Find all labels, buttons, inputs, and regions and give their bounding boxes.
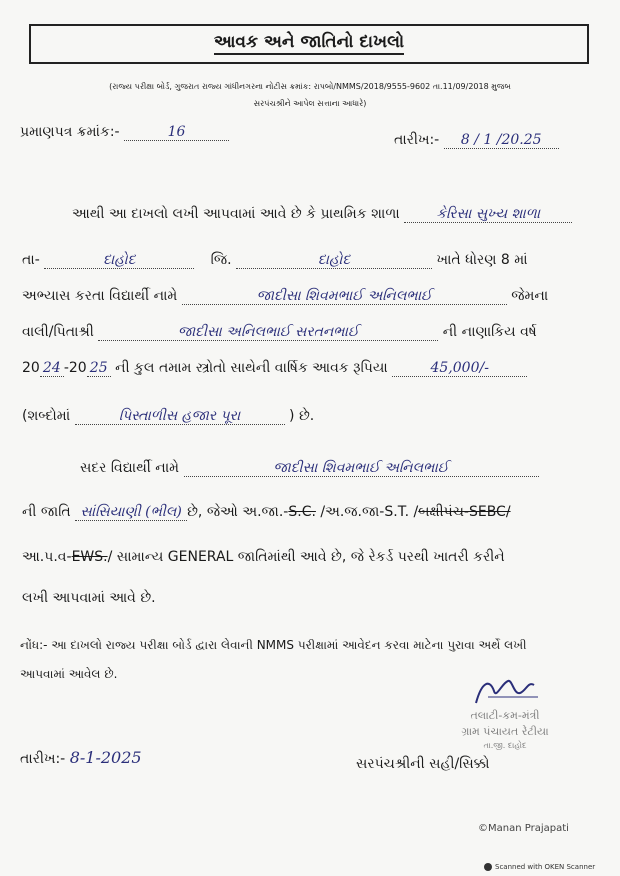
- parent-label: વાલી/પિતાશ્રી: [22, 324, 94, 340]
- title-box: [29, 24, 589, 64]
- words-row: [22, 408, 314, 425]
- standard-text: ખાતે ધોરણ 8 માં: [436, 252, 528, 268]
- scanner-icon: [484, 863, 492, 871]
- notice-line-2: સરપંચશ્રીને આપેલ સત્તાના આધારે): [253, 99, 367, 108]
- stamp-line-1: તલાટી-કમ-મંત્રી: [470, 709, 540, 722]
- student-name: જાદીસા શિવમભાઈ અનિલભાઈ: [182, 288, 507, 305]
- intro-text: આથી આ દાખલો લખી આપવામાં આવે છે કે પ્રાથમિક શાળા: [72, 206, 400, 222]
- certificate-no-value: 16: [124, 124, 229, 141]
- taluka-value: દાહોદ: [44, 252, 194, 269]
- sadar-value: જાદીસા શિવમભાઈ અનિલભાઈ: [184, 460, 539, 477]
- general-option: / સામાન્ય GENERAL: [107, 549, 234, 565]
- signature-mark: [468, 675, 548, 709]
- parent-name: જાદીસા અનિલભાઈ સરતનભાઈ: [98, 324, 438, 341]
- sc-option: S.C.: [288, 504, 316, 520]
- caste-text: છે, જેઓ અ.જા.-: [187, 504, 289, 520]
- bottom-date-label: તારીખ:-: [20, 751, 66, 767]
- school-name: કેરિસા સુખ્ય શાળા: [404, 206, 572, 223]
- parent-row: [22, 324, 537, 341]
- sadar-label: સદર વિદ્યાર્થી નામે: [80, 460, 180, 476]
- year-to: 25: [87, 360, 111, 377]
- taluka-label: તા-: [22, 252, 40, 268]
- year-sep: -20: [63, 360, 87, 376]
- stamp-line-2: ગ્રામ પંચાયત રેટીયા: [461, 725, 549, 738]
- date-row: [394, 132, 559, 149]
- caste-row: [22, 504, 511, 521]
- words-label: (શબ્દોમાં: [22, 408, 71, 424]
- words-value: પિસ્તાળીસ હજાર પૂરા: [75, 408, 285, 425]
- student-row: [22, 288, 548, 305]
- closing-text: લખી આપવામાં આવે છે.: [22, 590, 156, 606]
- scanned-badge: [484, 863, 595, 871]
- page-title: આવક અને જાતિનો દાખલો: [214, 33, 404, 55]
- date-value: 8 / 1 /20.25: [444, 132, 559, 149]
- brand-credit: ©Manan Prajapati: [478, 823, 569, 834]
- scanned-text: Scanned with OKEN Scanner: [495, 863, 596, 871]
- notice-line-1: (રાજ્ય પરીક્ષા બોર્ડ, ગુજરાત રાજ્ય ગાંધીનગરના નોટીસ ક્રમાંક: રાપબો/NMMS/2018/9555-9602 તા.11/09/2018 મુજબ: [109, 82, 511, 91]
- year-from: 24: [40, 360, 64, 377]
- jemna-text: જેમના: [511, 288, 549, 304]
- intro-row: [72, 206, 572, 223]
- ews-option: EWS.: [71, 549, 108, 565]
- income-row: [22, 360, 527, 377]
- student-label: અભ્યાસ કરતા વિદ્યાર્થી નામે: [22, 288, 178, 304]
- ews-row: [22, 549, 505, 565]
- words-end: ) છે.: [289, 408, 315, 424]
- income-value: 45,000/-: [392, 360, 527, 377]
- note-line-2: આપવામાં આવેલ છે.: [20, 667, 118, 681]
- sadar-row: [80, 460, 539, 477]
- bottom-date-value: 8-1-2025: [69, 748, 142, 767]
- bottom-date-row: [20, 748, 142, 767]
- stamp-line-3: તા.જી. દાહોદ: [483, 741, 527, 750]
- certificate-no-row: [20, 124, 229, 141]
- financial-year-label: ની નાણાકિય વર્ષ: [442, 324, 537, 340]
- year-prefix: 20: [22, 360, 40, 376]
- date-label: તારીખ:-: [394, 132, 440, 148]
- signature-label: સરપંચશ્રીની સહી/સિક્કો: [356, 756, 490, 772]
- district-value: દાહોદ: [236, 252, 432, 269]
- location-row: [22, 252, 528, 269]
- note-line-1: નોંધ:- આ દાખલો રાજ્ય પરીક્ષા બોર્ડ દ્વારા લેવાની NMMS પરીક્ષામાં આવેદન કરવા માટેના પુરાવા અર્થે લખી: [20, 638, 527, 652]
- ews-prefix: આ.પ.વ-: [22, 549, 72, 565]
- income-text: ની કુલ તમામ સ્ત્રોતો સાથેની વાર્ષિક આવક રૂપિયા: [115, 360, 388, 376]
- caste-value: સાંસિયાણી (ભીલ): [75, 504, 187, 521]
- general-text: જાતિમાંથી આવે છે, જે રેકર્ડ પરથી ખાતરી કરીને: [237, 549, 505, 565]
- st-option: /અ.જ.જા-S.T. /: [320, 504, 419, 520]
- caste-prefix: ની જાતિ: [22, 504, 71, 520]
- certificate-no-label: પ્રમાણપત્ર ક્રમાંક:-: [20, 124, 120, 140]
- sebc-option: બક્ષીપંચ-SEBC/: [418, 504, 511, 520]
- district-label: જિ.: [210, 252, 232, 268]
